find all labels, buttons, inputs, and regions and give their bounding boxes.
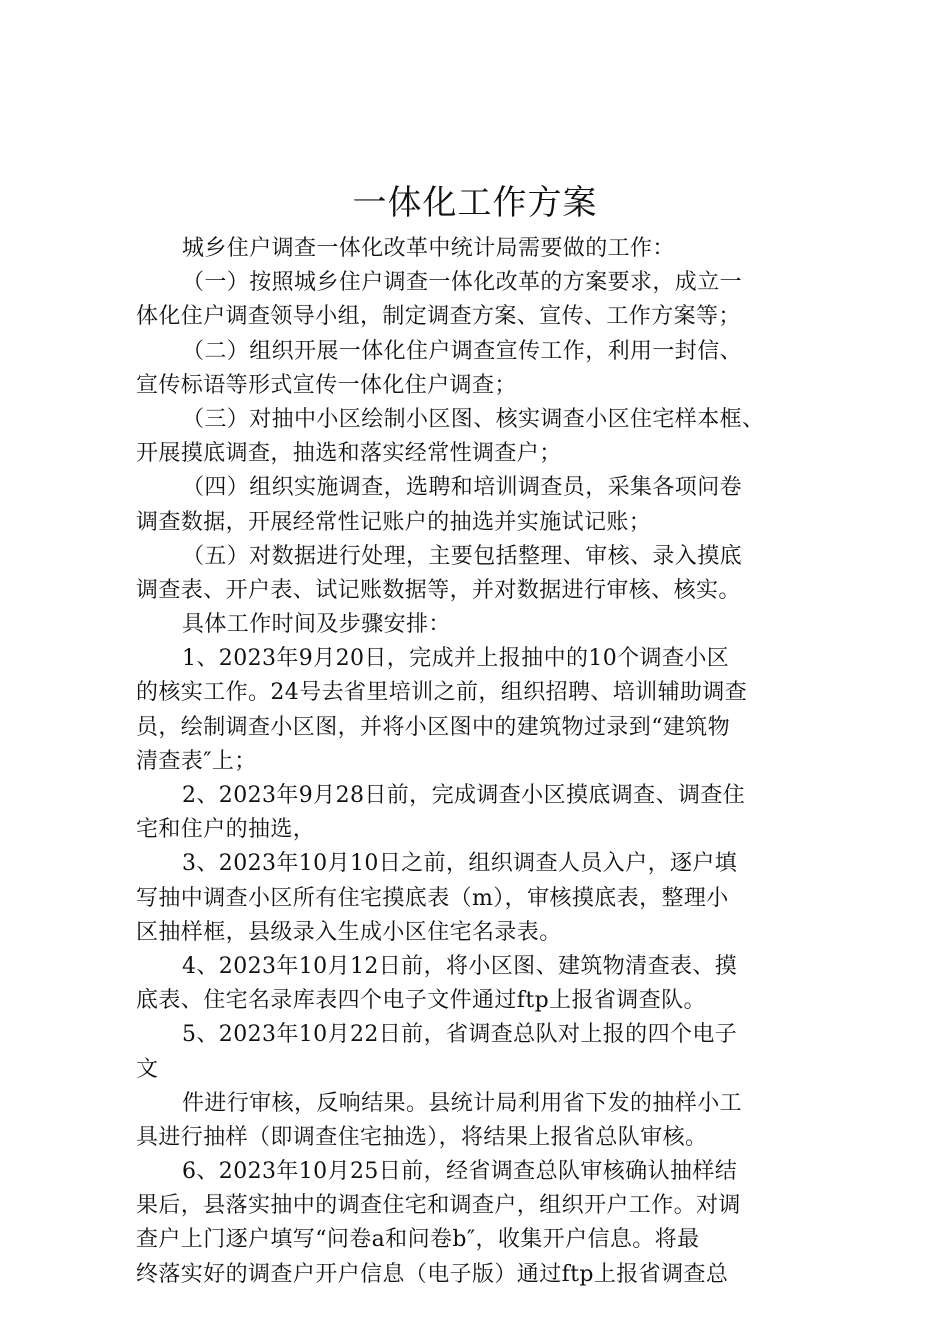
body-line: 区抽样框，县级录入生成小区住宅名录表。 <box>136 919 562 945</box>
body-line: （五）对数据进行处理，主要包括整理、审核、录入摸底 <box>182 543 743 569</box>
document-title: 一体化工作方案 <box>352 183 598 223</box>
body-line: 1、2023年9月20日，完成并上报抽中的10个调查小区 <box>182 646 730 672</box>
body-line: 清查表″上； <box>136 748 257 774</box>
body-line: 体化住户调查领导小组，制定调查方案、宣传、工作方案等； <box>136 304 741 330</box>
body-line: 终落实好的调查户开户信息（电子版）通过ftp上报省调查总 <box>136 1261 729 1287</box>
body-line: 城乡住户调查一体化改革中统计局需要做的工作： <box>182 236 675 261</box>
body-line: 具进行抽样（即调查住宅抽选），将结果上报省总队审核。 <box>136 1124 708 1150</box>
body-line: 写抽中调查小区所有住宅摸底表（m），审核摸底表，整理小 <box>136 885 729 911</box>
body-line: 2、2023年9月28日前，完成调查小区摸底调查、调查住 <box>182 783 746 808</box>
body-line: 开展摸底调查，抽选和落实经常性调查户； <box>136 441 562 467</box>
body-line: 调查表、开户表、试记账数据等，并对数据进行审核、核实。 <box>136 577 741 603</box>
body-line: 果后，县落实抽中的调查住宅和调查户，组织开户工作。对调 <box>136 1193 741 1219</box>
body-line: 调查数据，开展经常性记账户的抽选并实施试记账； <box>136 509 652 535</box>
document-body <box>136 232 836 1292</box>
body-line: （一）按照城乡住户调查一体化改革的方案要求，成立一 <box>182 270 743 296</box>
body-line: 4、2023年10月12日前，将小区图、建筑物清查表、摸 <box>182 953 738 979</box>
body-line: 宣传标语等形式宣传一体化住户调查； <box>136 372 517 398</box>
body-line: 文 <box>136 1056 159 1082</box>
body-line: 5、2023年10月22日前，省调查总队对上报的四个电子 <box>182 1022 738 1048</box>
body-line: （三）对抽中小区绘制小区图、核实调查小区住宅样本框、 <box>182 406 765 432</box>
body-line: 件进行审核，反响结果。县统计局利用省下发的抽样小工 <box>182 1090 743 1116</box>
body-line: 宅和住户的抽选， <box>136 817 316 843</box>
body-line: 具体工作时间及步骤安排： <box>182 612 451 638</box>
body-line: （四）组织实施调查，选聘和培训调查员，采集各项问卷 <box>182 475 743 501</box>
body-line: 6、2023年10月25日前，经省调查总队审核确认抽样结 <box>182 1159 738 1185</box>
body-line: 查户上门逐户填写“问卷a和问卷b″，收集开户信息。将最 <box>136 1227 700 1253</box>
body-line: 底表、住宅名录库表四个电子文件通过ftp上报省调查队。 <box>136 988 706 1014</box>
body-line: 3、2023年10月10日之前，组织调查人员入户，逐户填 <box>182 851 738 877</box>
body-line: （二）组织开展一体化住户调查宣传工作，利用一封信、 <box>182 338 743 364</box>
body-line: 的核实工作。24号去省里培训之前，组织招聘、培训辅助调查 <box>136 680 748 706</box>
body-line: 员，绘制调查小区图，并将小区图中的建筑物过录到“建筑物 <box>136 714 731 740</box>
